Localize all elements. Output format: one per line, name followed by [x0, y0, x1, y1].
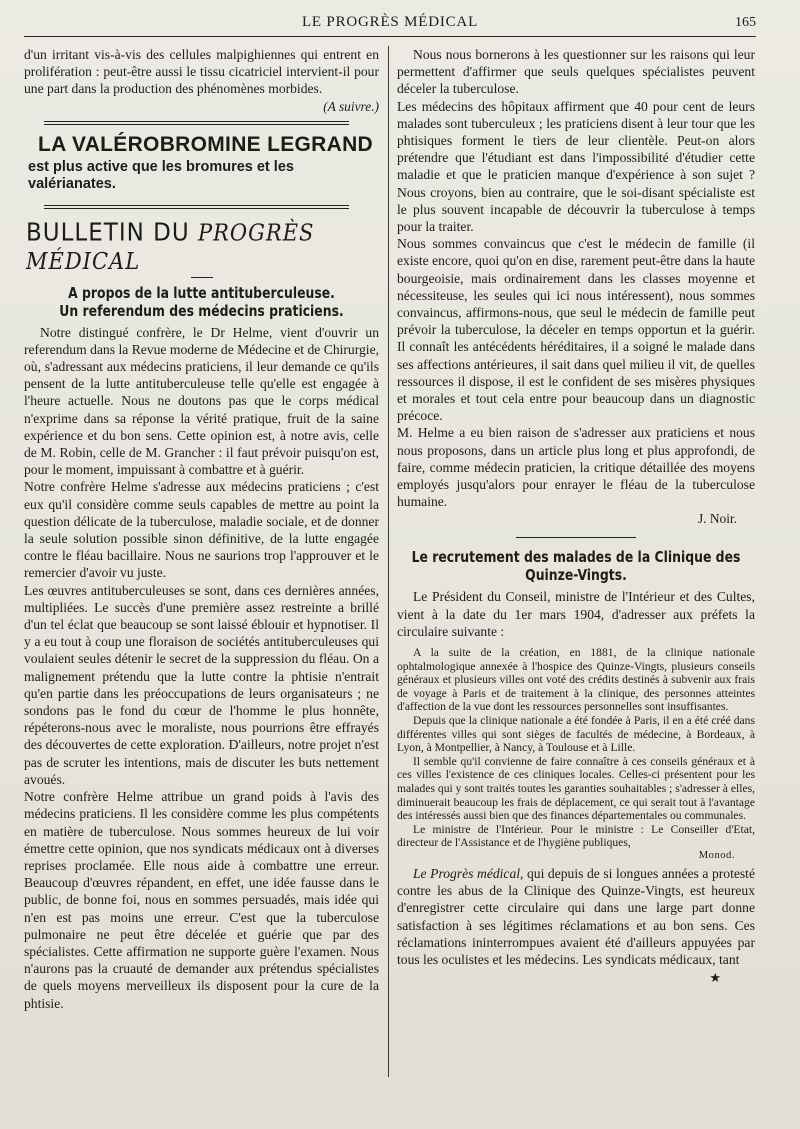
double-rule — [44, 121, 349, 125]
section-heading-journal: PROGRÈS MÉDICAL — [26, 219, 315, 275]
article-title — [38, 284, 365, 320]
section-heading-prefix: BULLETIN DU — [26, 218, 190, 247]
paragraph: Notre confrère Helme attribue un grand poids à l'avis des médecins praticiens. Il les considère comme les plus compétents en matière de tuberculose. Nous sommes heureux de lui voir émettre cette opinion, que nos syndicats médicaux ont à diverses reprises proclamée. Elle nous aide à combattre une erreur. Beaucoup d'œuvres répandent, en effet, une idée fausse dans le public, de bonne foi, nous en sommes persuadés, mais idée qui n'en est pas moins une erreur. C'est que la tuberculose pulmonaire ne peut être décelée et guérie que par des spécialistes. Cette affirmation ne supporte guère l'examen. Nous n'aurons pas la cruauté de demander aux prétendus spécialistes de quels moyens merveilleux ils disposent pour la cure de la phtisie. — [24, 789, 379, 1011]
ad-rule — [44, 205, 349, 206]
section-heading — [26, 218, 379, 275]
advertisement — [24, 133, 379, 193]
article-separator — [516, 537, 636, 538]
article-title — [411, 548, 740, 584]
paragraph: Nous sommes convaincus que c'est le médecin de famille (il existe encore, quoi qu'on en dise, rarement peut-être dans la haute bourgeoisie, mais ordinairement dans les classes moyenne et nécessiteuse, les seules qui ici nous intéressent), nous sommes convaincus, affirmons-nous, que seul le médecin de famille peut prévoir la tuberculose, la déceler en temps opportun et la guérir. Il connaît les antécédents héréditaires, il a soigné le malade dans ses affections antérieures, il sait dans quel milieu il vit, de quelles ressources il dispose, il est le confident de ses misères physiques et morales et tout cela entre pour beaucoup dans un diagnostic précoce. — [397, 236, 755, 424]
column-divider — [388, 46, 389, 1077]
article-title-line1: A propos de la lutte antituberculeuse. — [68, 283, 335, 302]
continuation-star-icon: ★ — [709, 970, 721, 986]
running-header — [24, 14, 756, 37]
paragraph: Notre confrère Helme s'adresse aux médecins praticiens ; c'est eux qu'il considère comme seuls capables de mettre au point la question délicate de la tuberculose, maladie sociale, et de donner la seule solution possible sinon définitive, de la lutte engagée contre le fléau bacillaire. Nous ne saurions trop l'approuver et le remercier d'avoir vu juste. — [24, 479, 379, 581]
left-column — [24, 46, 379, 1099]
article-title-line2: Un referendum des médecins praticiens. — [59, 301, 344, 320]
paragraph — [397, 865, 755, 968]
ad-title: LA VALÉROBROMINE LEGRAND — [38, 132, 374, 156]
paragraph-text: qui depuis de si longues années a protesté contre les abus de la Clinique des Quinze-Vingts, est heureux d'enregistrer cette circulaire qui dans une large part donne satisfaction à ses légitimes réclamations et au bon sens. Ces réclamations ininterrompues avaient été d'ailleurs appuyées par tous les oculistes et les médecins. Les syndicats médicaux, tant — [397, 866, 755, 968]
circular-paragraph: Depuis que la clinique nationale a été fondée à Paris, il en a été créé dans différentes villes qui sont sièges de facultés de médecine, à Bordeaux, à Lyon, à Montpellier, à Nancy, à Toulouse et à Lille. — [397, 714, 755, 755]
paragraph: Le Président du Conseil, ministre de l'Intérieur et des Cultes, vient à la date du 1er mars 1904, d'adresser aux préfets la circulaire suivante : — [397, 589, 755, 639]
right-column — [397, 46, 755, 1099]
running-title: LE PROGRÈS MÉDICAL — [301, 14, 479, 30]
article-title-line1: Le recrutement des malades de la Clinique des — [411, 548, 741, 567]
continuation-block — [24, 46, 379, 115]
paragraph: Notre distingué confrère, le Dr Helme, vient d'ouvrir un referendum dans la Revue moderne de Médecine et de Chirurgie, où, s'adressant aux médecins praticiens, il leur demande ce qu'ils pensent de la lutte antituberculeuse telle qu'elle est engagée à l'heure actuelle. Nous ne doutons pas que le corps médical n'exprime dans sa réponse la vérité pratique, fruit de la saine expérience et du bon sens. Cette opinion est, à notre avis, celle de M. Robin, celle de M. Grancher : il faut prévoir puisqu'on est, pour le moment, impuissant à combattre et à guérir. — [24, 324, 379, 478]
page-number: 165 — [735, 15, 756, 30]
author-signature: J. Noir. — [697, 511, 737, 527]
paragraph: Les médecins des hôpitaux affirment que 40 pour cent de leurs malades sont tuberculeux ; les praticiens disent à leur tour que les phtisiques forment le tiers de leur clientèle. Peut-on alors prétendre que l'étudiant est dans l'impossibilité d'étudier cette maladie et que le praticien manque d'expérience à son sujet ? Nous croyons, bien au contraire, que le soi-disant spécialiste est le plus souvent incapable de découvrir la tuberculose à temps pour la traiter. — [397, 98, 755, 235]
ad-rule-second — [44, 208, 349, 209]
paragraph: Nous nous bornerons à les questionner sur les raisons qui leur permettent d'affirmer que seuls quelques spécialistes peuvent déceler la tuberculose. — [397, 47, 755, 97]
article-title-line2: Quinze-Vingts. — [525, 566, 627, 585]
journal-name: Le Progrès médical, — [413, 866, 524, 881]
circular-paragraph: A la suite de la création, en 1881, de la clinique nationale ophtalmologique annexée à l'hospice des Quinze-Vingts, plusieurs conseils généraux et plusieurs villes ont voté des crédits destinés à subvenir aux frais de voyage à Paris et de traitement à la clinique, des personnes atteintes d'affection de la vue dont les ressources personnelles sont insuffisantes. — [397, 646, 755, 714]
circular-signatory: Monod. — [698, 850, 735, 861]
circular-signature: Le ministre de l'Intérieur. Pour le ministre : Le Conseiller d'Etat, directeur de l'Assistance et de l'hygiène publiques, — [397, 822, 755, 850]
circular-paragraph: Il semble qu'il convienne de faire connaître à ces conseils généraux et à ces villes l'existence de ces cliniques locales. Celles-ci présentent pour les malades qui y sont traités toutes les garanties souhaitables ; s'adresser à elles, diminuerait beaucoup les frais de déplacement, ce qui serait tout à l'avantage des intéressés aussi bien que des finances départementales ou communales. — [397, 754, 755, 823]
ad-subtitle: est plus active que les bromures et les valérianates. — [28, 158, 294, 192]
paragraph: M. Helme a eu bien raison de s'adresser aux praticiens et nous nous proposons, dans un article plus long et plus approfondi, de faire, comme médecin praticien, la critique détaillée des moyens employés jusqu'alors pour enrayer le fléau de la tuberculose humaine. — [397, 425, 755, 510]
continuation-note: (A suivre.) — [323, 98, 379, 114]
continuation-text: d'un irritant vis-à-vis des cellules malpighiennes qui entrent en prolifération : peut-être aussi le tissu cicatriciel intervient-il pour une part dans la production des phénomènes morbides. — [24, 47, 379, 97]
heading-dash — [191, 277, 213, 278]
paragraph: Les œuvres antituberculeuses se sont, dans ces dernières années, multipliées. Le succès d'une première assez restreinte a brillé d'un tel éclat que beaucoup se sont laissé éblouir et hypnotiser. Il y a eu tout à coup une floraison de sociétés antituberculeuses qui voulaient seules détenir le secret de la suppression du fléau. On a malignement prétendu que la lutte contre la phtisie n'entrait qu'en partie dans les préoccupations de leurs organisateurs ; ne sondons pas le fond du cœur de l'homme le plus honnête, répéterons-nous avec le moraliste, nous pourrions être effrayés des découvertes de cette exploration. D'ailleurs, notre projet n'est pas de scruter les intentions, mais de discuter les buts nettement avoués. — [24, 582, 379, 787]
